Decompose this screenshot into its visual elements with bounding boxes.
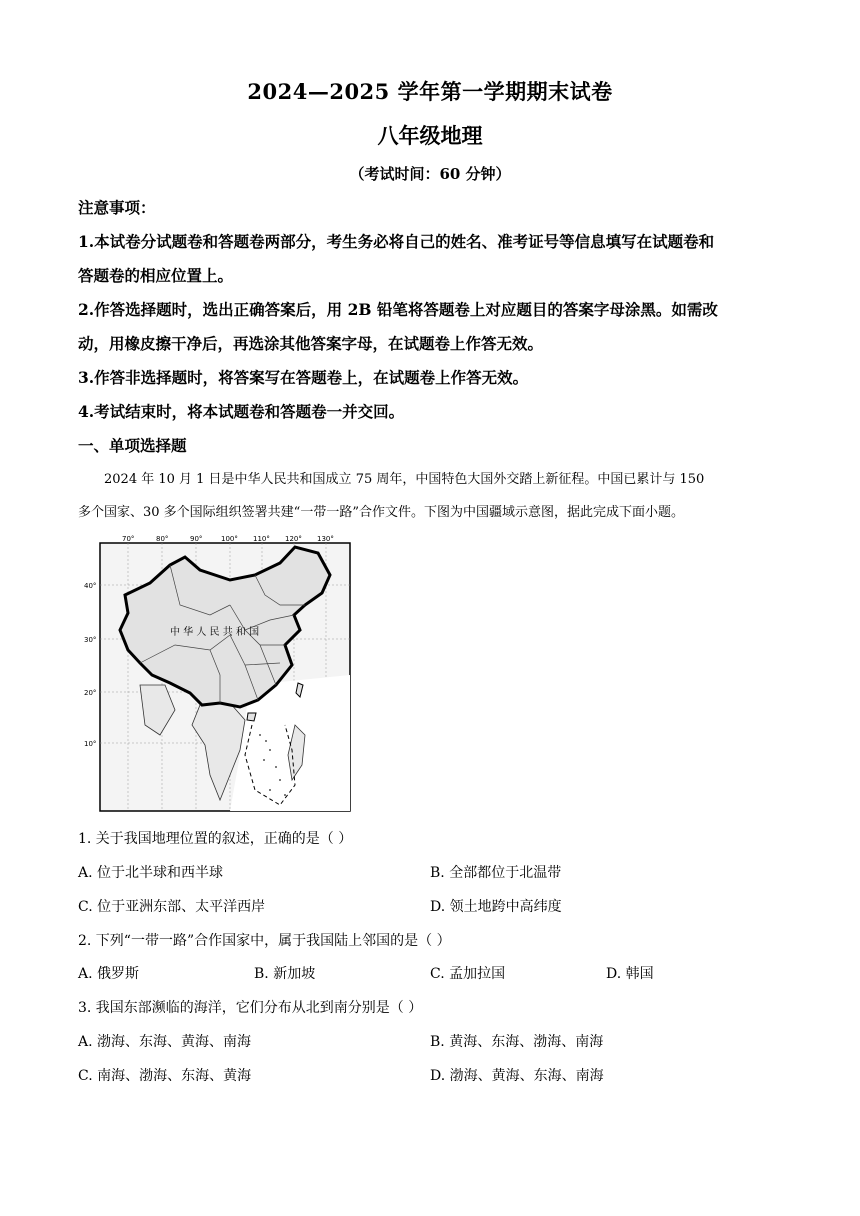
lat-label-40: 40° <box>84 582 97 590</box>
lat-label-30: 30° <box>84 636 97 644</box>
china-territory-map <box>80 535 356 815</box>
question-1-option-a[interactable]: A. 位于北半球和西半球 <box>78 865 224 881</box>
question-1-option-c[interactable]: C. 位于亚洲东部、太平洋西岸 <box>78 899 266 915</box>
lon-label-130: 130° <box>317 535 334 543</box>
question-3-option-a[interactable]: A. 渤海、东海、黄海、南海 <box>78 1034 252 1050</box>
lon-label-90: 90° <box>190 535 203 543</box>
intro-line-1: 2024 年 10 月 1 日是中华人民共和国成立 75 周年，中国特色大国外交踏上新征程。中国已累计与 150 <box>104 472 705 487</box>
question-1-option-d[interactable]: D. 领土地跨中高纬度 <box>430 899 562 915</box>
notice-item-1-cont: 答题卷的相应位置上。 <box>78 266 234 285</box>
question-3-option-d[interactable]: D. 渤海、黄海、东海、南海 <box>430 1068 604 1084</box>
lon-label-110: 110° <box>253 535 270 543</box>
map-country-label: 中 华 人 民 共 和 国 <box>170 627 260 638</box>
lon-label-120: 120° <box>285 535 302 543</box>
question-3-option-c[interactable]: C. 南海、渤海、东海、黄海 <box>78 1068 252 1084</box>
question-2-option-a[interactable]: A. 俄罗斯 <box>78 966 140 982</box>
question-3-option-b[interactable]: B. 黄海、东海、渤海、南海 <box>430 1034 604 1050</box>
question-2-option-d[interactable]: D. 韩国 <box>606 966 654 982</box>
notice-item-3: 3.作答非选择题时，将答案写在答题卷上，在试题卷上作答无效。 <box>78 368 529 387</box>
exam-subject: 八年级地理 <box>377 123 483 148</box>
notice-item-1: 1.本试卷分试题卷和答题卷两部分，考生务必将自己的姓名、准考证号等信息填写在试题卷和 <box>78 232 715 251</box>
lon-label-100: 100° <box>221 535 238 543</box>
lat-label-10: 10° <box>84 740 97 748</box>
notice-item-2: 2.作答选择题时，选出正确答案后，用 2B 铅笔将答题卷上对应题目的答案字母涂黑。如需改 <box>78 300 718 319</box>
exam-time: （考试时间：60 分钟） <box>349 165 511 183</box>
exam-title: 2024—2025 学年第一学期期末试卷 <box>247 79 613 104</box>
question-1-option-b[interactable]: B. 全部都位于北温带 <box>430 865 562 881</box>
notice-item-2-cont: 动，用橡皮擦干净后，再选涂其他答案字母，在试题卷上作答无效。 <box>78 334 544 353</box>
section-heading: 一、单项选择题 <box>78 436 187 455</box>
question-3-stem: 3. 我国东部濒临的海洋，它们分布从北到南分别是（ ） <box>78 1000 423 1016</box>
lat-label-20: 20° <box>84 689 97 697</box>
intro-line-2: 多个国家、30 多个国际组织签署共建“一带一路”合作文件。下图为中国疆域示意图，据此完成下面小题。 <box>78 505 684 520</box>
lon-label-80: 80° <box>156 535 169 543</box>
notice-heading: 注意事项： <box>78 198 156 217</box>
question-1-stem: 1. 关于我国地理位置的叙述，正确的是（ ） <box>78 831 353 847</box>
lon-label-70: 70° <box>122 535 135 543</box>
question-2-stem: 2. 下列“一带一路”合作国家中，属于我国陆上邻国的是（ ） <box>78 933 451 949</box>
question-2-option-c[interactable]: C. 孟加拉国 <box>430 966 506 982</box>
notice-item-4: 4.考试结束时，将本试题卷和答题卷一并交回。 <box>78 402 405 421</box>
question-2-option-b[interactable]: B. 新加坡 <box>254 966 316 982</box>
